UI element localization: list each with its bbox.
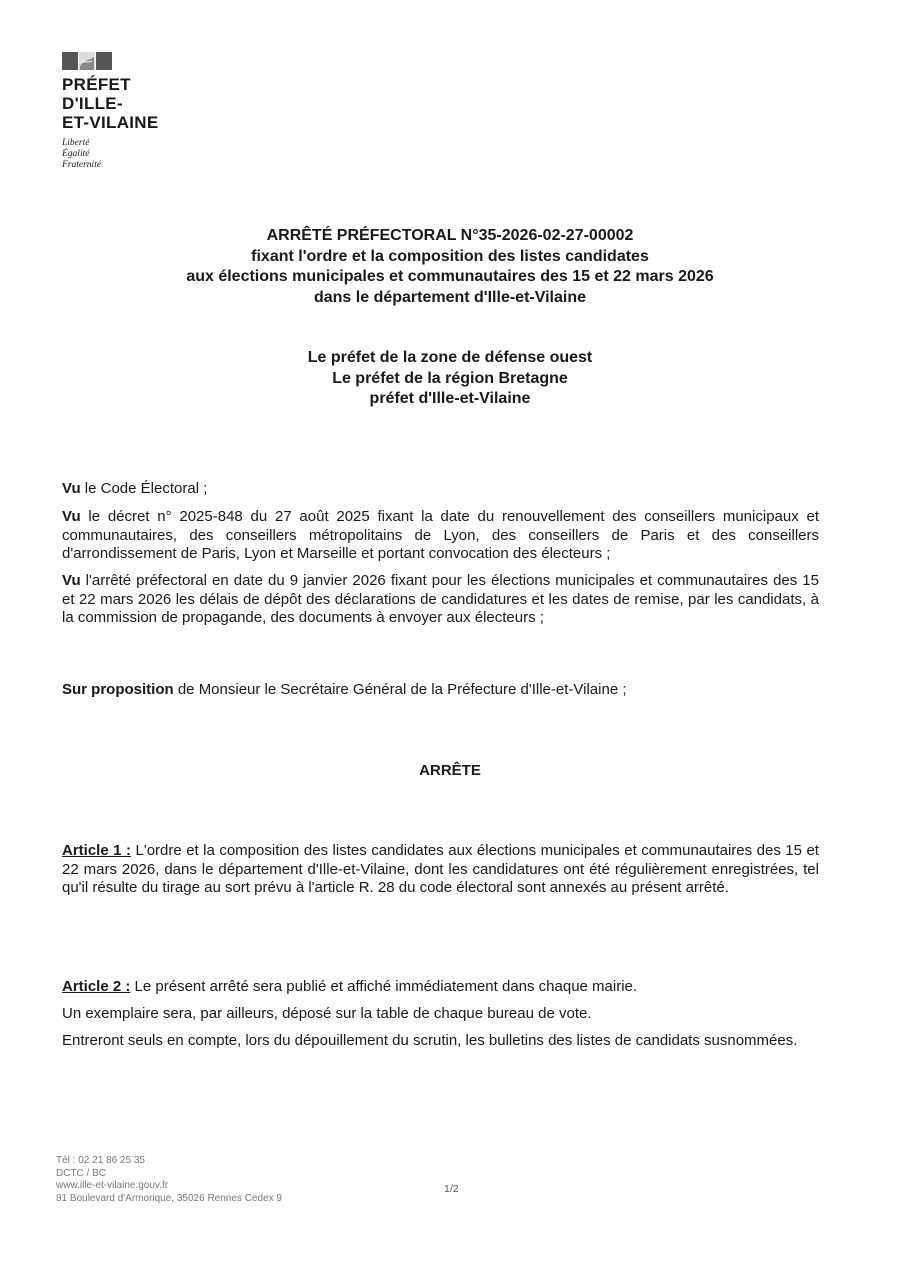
arrete-heading: ARRÊTE	[419, 762, 481, 779]
prefecture-name	[62, 75, 222, 132]
authority-line: préfet d'Ille-et-Vilaine	[369, 390, 531, 407]
decree-title	[60, 226, 840, 308]
proposition-paragraph	[62, 681, 819, 700]
article-2-paragraph: Entreront seuls en compte, lors du dépouillement du scrutin, les bulletins des listes de candidats susnommées.	[62, 1032, 798, 1049]
footer-service: DCTC / BC	[56, 1167, 106, 1179]
decree-number: ARRÊTÉ PRÉFECTORAL N°35-2026-02-27-00002	[266, 227, 634, 244]
article-2-text: Le présent arrêté sera publié et affiché immédiatement dans chaque mairie.	[134, 978, 638, 995]
republic-motto	[62, 138, 222, 171]
marianne-emblem-icon	[62, 52, 112, 70]
visa-label: Vu	[62, 572, 81, 589]
visa-text: le décret n° 2025-848 du 27 août 2025 fixant la date du renouvellement des conseillers municipaux et communautaires, des conseillers métropolitains de Lyon, des conseillers de Paris et des conseillers d'arrondissement de Paris, Lyon et Marseille et portant convocation des électeurs ;	[62, 508, 819, 562]
motto-line: Liberté	[62, 138, 90, 148]
authority-line: Le préfet de la zone de défense ouest	[307, 349, 593, 366]
footer-contact	[56, 1155, 282, 1205]
proposition-label: Sur proposition	[62, 681, 174, 698]
prefecture-logo	[62, 52, 222, 171]
visa-label: Vu	[62, 480, 81, 497]
motto-line: Égalité	[62, 149, 90, 159]
article-1-label-text: Article 1	[62, 842, 122, 859]
article-2	[62, 978, 819, 997]
prefecture-name-line: PRÉFET	[62, 75, 131, 94]
footer-phone: Tél : 02 21 86 25 35	[56, 1155, 145, 1166]
visa-label: Vu	[62, 508, 81, 525]
authority-line: Le préfet de la région Bretagne	[332, 369, 568, 387]
visa-text: le Code Électoral ;	[80, 480, 208, 497]
article-1-label: Article 1 :	[62, 842, 131, 859]
visa-paragraph	[62, 572, 819, 628]
article-2-paragraph: Un exemplaire sera, par ailleurs, déposé sur la table de chaque bureau de vote.	[62, 1005, 592, 1022]
issuing-authority	[60, 348, 840, 410]
motto-line: Fraternité	[62, 160, 102, 170]
prefecture-name-line: D'ILLE-	[62, 94, 123, 113]
visa-text: l'arrêté préfectoral en date du 9 janvier 2026 fixant pour les élections municipales et communautaires des 15 et 22 mars 2026 les délais de dépôt des déclarations de candidatures et les dates de remise, par les candidats, à la commission de propagande, des documents à envoyer aux électeurs ;	[62, 572, 819, 626]
article-2-label-text: Article 2	[62, 978, 122, 995]
prefecture-name-line: ET-VILAINE	[62, 113, 159, 132]
decree-subject-line: aux élections municipales et communautaires des 15 et 22 mars 2026	[186, 268, 714, 285]
decree-subject-line: fixant l'ordre et la composition des listes candidates	[251, 247, 649, 265]
article-2-label: Article 2 :	[62, 978, 131, 995]
proposition-text: de Monsieur le Secrétaire Général de la Préfecture d'Ille-et-Vilaine ;	[173, 681, 627, 698]
page-number: 1/2	[444, 1183, 459, 1195]
article-1-text: L'ordre et la composition des listes candidates aux élections municipales et communautaires des 15 et 22 mars 2026, dans le département d'Ille-et-Vilaine, dont les candidatures ont été régulièrement enregistrées, tel qu'il résulte du tirage au sort prévu à l'article R. 28 du code électoral sont annexés au présent arrêté.	[62, 842, 819, 896]
decree-subject-line: dans le département d'Ille-et-Vilaine	[313, 288, 587, 306]
footer-website: www.ille-et-vilaine.gouv.fr	[56, 1180, 169, 1191]
article-1	[62, 842, 819, 898]
visa-paragraph	[62, 508, 819, 564]
footer-address: 81 Boulevard d'Armorique, 35026 Rennes Cedex 9	[56, 1192, 282, 1204]
visa-paragraph	[62, 480, 819, 499]
